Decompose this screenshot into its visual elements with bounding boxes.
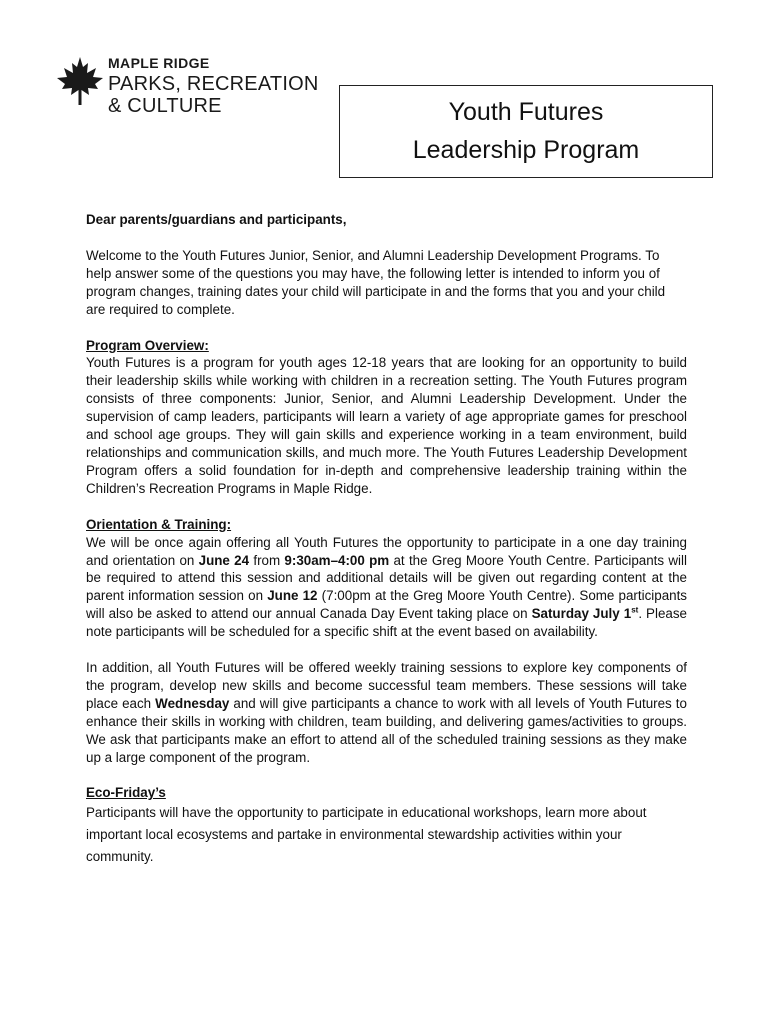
logo-line-1: MAPLE RIDGE: [108, 55, 210, 71]
logo-line-3: & CULTURE: [108, 95, 222, 117]
orientation-paragraph-1: We will be once again offering all Youth Futures the opportunity to participate in a one day training and orientation on June 24 from 9:30am–4:00 pm at the Greg Moore Youth Centre. Participants will be required to attend this session and additional details will be given out regarding content at the parent information session on June 12 (7:00pm at the Greg Moore Youth Centre). Some participants will also be asked to attend our annual Canada Day Event taking place on Saturday July 1st. Please note participants will be scheduled for a specific shift at the event based on availability.: [86, 534, 688, 640]
organization-logo: [56, 54, 326, 117]
orientation-heading: Orientation & Training:: [86, 516, 232, 532]
title-line-1: Youth Futures: [448, 98, 604, 126]
eco-paragraph: Participants will have the opportunity to participate in educational workshops, learn more about important local ecosystems and partake in environmental stewardship activities within your community.: [86, 805, 647, 865]
logo-text: [108, 54, 318, 116]
maple-leaf-icon: [56, 56, 104, 106]
orientation-paragraph-2: In addition, all Youth Futures will be offered weekly training sessions to explore key components of the program, develop new skills and become successful team members. These sessions will take place each Wednesday and will give participants a chance to work with all levels of Youth Futures to enhance their skills in working with children, team building, and delivering games/activities to groups. We ask that participants make an effort to attend all of the scheduled training sessions as they make up a large component of the program.: [86, 660, 687, 765]
title-line-2: Leadership Program: [412, 136, 640, 164]
canada-day-date: Saturday July 1st: [531, 605, 639, 622]
eco-heading: Eco-Friday’s: [86, 785, 166, 801]
training-date: June 24: [198, 552, 250, 568]
overview-paragraph: Youth Futures is a program for youth ages 12-18 years that are looking for an opportunity to build their leadership skills while working with children in a recreation setting. The Youth Futures program consists of three components: Junior, Senior, and Alumni Leadership Development. Under the supervision of camp leaders, participants will learn a variety of age appropriate games for preschool and school age groups. They will gain skills and experience working in a team environment, build relationships and communication skills, and much more. The Youth Futures Leadership Development Program offers a solid foundation for in-depth and comprehensive leadership training within the Children’s Recreation Programs in Maple Ridge.: [86, 355, 687, 496]
letter-body: [86, 211, 687, 868]
info-session-date: June 12: [267, 588, 318, 604]
logo-line-2: PARKS, RECREATION: [108, 73, 319, 95]
document-title-box: [339, 85, 713, 178]
intro-paragraph: Welcome to the Youth Futures Junior, Senior, and Alumni Leadership Development Programs. To help answer some of the questions you may have, the following letter is intended to inform you of program changes, training dates your child will participate in and the forms that you and your child are required to complete.: [86, 247, 666, 317]
training-day: Wednesday: [155, 695, 230, 711]
training-time: 9:30am–4:00 pm: [284, 552, 390, 568]
greeting: Dear parents/guardians and participants,: [86, 212, 347, 227]
overview-heading: Program Overview:: [86, 337, 209, 353]
